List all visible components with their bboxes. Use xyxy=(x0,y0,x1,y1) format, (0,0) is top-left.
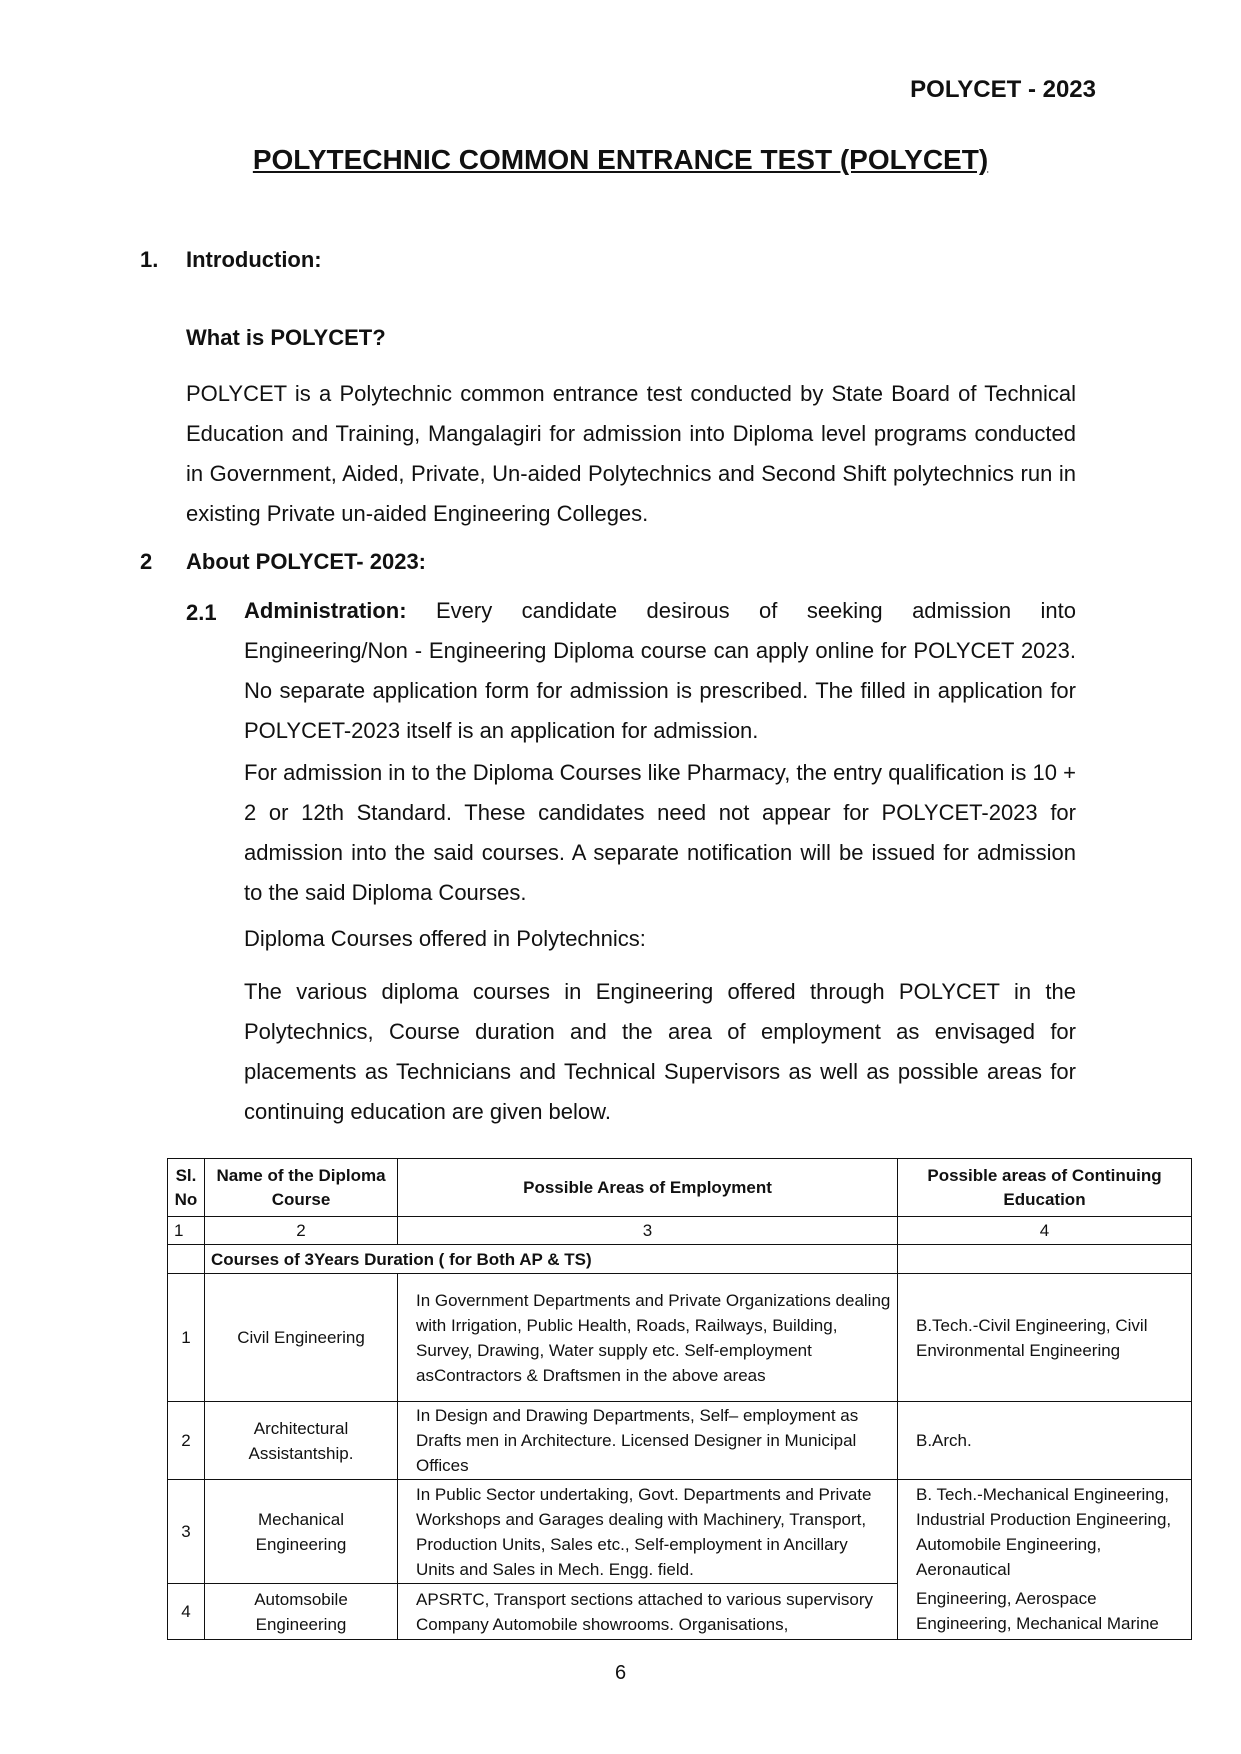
page-title: POLYTECHNIC COMMON ENTRANCE TEST (POLYCET) xyxy=(252,144,989,175)
row-employment: In Public Sector undertaking, Govt. Departments and Private Workshops and Garages dealing with Machinery, Transport, Production Units, Sales etc., Self-employment in Ancillary Units and Sales in Mech. Engg. field. xyxy=(398,1480,898,1584)
section-2-number: 2 xyxy=(140,549,153,574)
column-number: 2 xyxy=(205,1217,398,1245)
row-sl-no: 4 xyxy=(168,1584,205,1640)
page-number: 6 xyxy=(614,1662,627,1684)
table-header-row xyxy=(168,1159,1192,1217)
row-continuing-education: B.Arch. xyxy=(898,1402,1192,1480)
row-course-name: Architectural Assistantship. xyxy=(205,1402,398,1480)
row-continuing-education: Engineering, Aerospace Engineering, Mechanical Marine xyxy=(898,1584,1192,1640)
group-label: Courses of 3Years Duration ( for Both AP & TS) xyxy=(205,1245,898,1274)
pharmacy-paragraph: For admission in to the Diploma Courses like Pharmacy, the entry qualification is 10 + 2 or 12th Standard. These candidates need not appear for POLYCET-2023 for admission into the said courses. A separate notification will be issued for admission to the said Diploma Courses. xyxy=(244,760,1076,905)
administration-heading: Administration: xyxy=(244,598,407,623)
header-label: POLYCET - 2023 xyxy=(910,76,1096,103)
section-1-number: 1. xyxy=(140,247,159,272)
row-sl-no: 3 xyxy=(168,1480,205,1584)
row-course-name: Civil Engineering xyxy=(205,1274,398,1402)
section-2-heading: About POLYCET- 2023: xyxy=(186,549,427,574)
row-employment: APSRTC, Transport sections attached to various supervisory Company Automobile showrooms. Organisations, xyxy=(398,1584,898,1640)
table-row xyxy=(168,1584,1192,1640)
administration-text: Every candidate desirous of seeking admission into Engineering/Non - Engineering Diploma course can apply online for POLYCET 2023. No separate application form for admission is prescribed. The filled in application for POLYCET-2023 itself is an application for admission. xyxy=(244,598,1076,743)
row-continuing-education: B.Tech.-Civil Engineering, Civil Environmental Engineering xyxy=(898,1274,1192,1402)
row-employment: In Government Departments and Private Organizations dealing with Irrigation, Public Health, Roads, Railways, Building, Survey, Drawing, Water supply etc. Self-employment asContractors & Draftsmen in the above areas xyxy=(398,1274,898,1402)
row-course-name: Automsobile Engineering xyxy=(205,1584,398,1640)
header-course-name: Name of the Diploma Course xyxy=(205,1159,398,1217)
row-employment: In Design and Drawing Departments, Self– employment as Drafts men in Architecture. Licensed Designer in Municipal Offices xyxy=(398,1402,898,1480)
courses-offered-line: Diploma Courses offered in Polytechnics: xyxy=(244,926,646,951)
row-sl-no: 2 xyxy=(168,1402,205,1480)
header-continuing-education: Possible areas of Continuing Education xyxy=(898,1159,1192,1217)
row-course-name: Mechanical Engineering xyxy=(205,1480,398,1584)
section-1-paragraph: POLYCET is a Polytechnic common entrance test conducted by State Board of Technical Education and Training, Mangalagiri for admission into Diploma level programs conducted in Government, Aided, Private, Un-aided Polytechnics and Second Shift polytechnics run in existing Private un-aided Engineering Colleges. xyxy=(186,381,1076,526)
column-number: 3 xyxy=(398,1217,898,1245)
column-number: 1 xyxy=(168,1217,205,1245)
group-row xyxy=(168,1245,1192,1274)
administration-paragraph xyxy=(244,591,1076,751)
courses-table xyxy=(167,1158,1192,1640)
row-sl-no: 1 xyxy=(168,1274,205,1402)
row-continuing-education: B. Tech.-Mechanical Engineering, Industrial Production Engineering, Automobile Engineering, Aeronautical xyxy=(898,1480,1192,1584)
table-row xyxy=(168,1274,1192,1402)
header-employment: Possible Areas of Employment xyxy=(398,1159,898,1217)
subsection-number: 2.1 xyxy=(186,600,217,625)
table-row xyxy=(168,1480,1192,1584)
section-1-subheading: What is POLYCET? xyxy=(186,325,386,350)
column-number-row xyxy=(168,1217,1192,1245)
column-number: 4 xyxy=(898,1217,1192,1245)
section-1-heading: Introduction: xyxy=(186,247,322,272)
courses-intro-paragraph: The various diploma courses in Engineering offered through POLYCET in the Polytechnics, Course duration and the area of employment as envisaged for placements as Technicians and Technical Supervisors as well as possible areas for continuing education are given below. xyxy=(244,979,1076,1124)
header-sl-no: Sl. No xyxy=(168,1159,205,1217)
table-row xyxy=(168,1402,1192,1480)
